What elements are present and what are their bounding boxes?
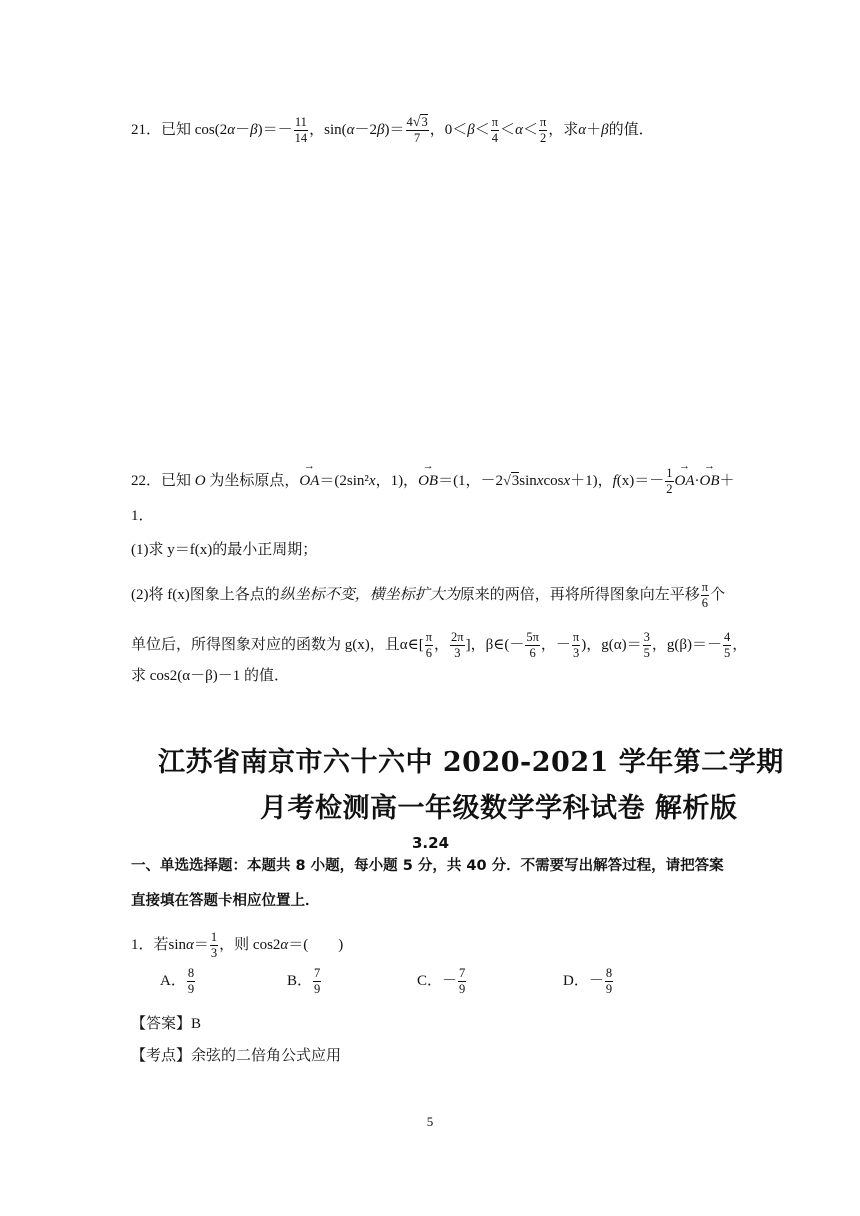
knowledge-point: 【考点】余弦的二倍角公式应用 bbox=[131, 1048, 342, 1064]
q22-line5: 求 cos2(α－β)－1 的值． bbox=[131, 668, 289, 684]
fraction: $\frac{\pi}{6}$ bbox=[701, 580, 709, 610]
q22-line2: 1． bbox=[131, 508, 154, 524]
fraction: $\frac{\pi}{3}$ bbox=[572, 630, 580, 660]
fraction: $\frac{1}{3}$ bbox=[210, 930, 218, 960]
question-21: 21．已知 cos(2α－β)＝－ $\frac{11}{14}$ ，sin(α－2β)＝ $\frac{4√3}{7}$ ，0＜β＜ $\frac{\pi}{4}$ ＜α＜ $\frac{\pi}{2}$ ，求α＋β的值． bbox=[131, 115, 654, 145]
section-heading: 一、单选选择题：本题共 8 小题，每小题 5 分，共 40 分．不需要写出解答过程，请把答案 bbox=[131, 858, 724, 874]
choice-a: A． $\frac{8}{9}$ bbox=[160, 966, 195, 996]
fraction: $\frac{4√3}{7}$ bbox=[406, 115, 428, 145]
choice-b: B． $\frac{7}{9}$ bbox=[287, 966, 321, 996]
fraction: $\frac{4}{5}$ bbox=[723, 630, 731, 660]
fraction: $\frac{11}{14}$ bbox=[294, 115, 308, 145]
sqrt-symbol: √3 bbox=[412, 115, 428, 130]
fraction: $\frac{1}{2}$ bbox=[666, 466, 673, 496]
fraction: $\frac{5\pi}{6}$ bbox=[526, 630, 539, 660]
exam-date: 3.24 bbox=[412, 834, 450, 852]
q22-line4: 单位后，所得图象对应的函数为 g(x)，且α∈[ $\frac{\pi}{6}$ ， $\frac{2\pi}{3}$ ]，β∈(－ $\frac{5\pi}{6}$ ，－ $\frac{\pi}{3}$ )，g(α)＝ $\frac{3}{5}$ ，g(β)＝－ $\frac{4}{5}$ ， bbox=[131, 630, 748, 660]
q22-number: 22． bbox=[131, 472, 162, 489]
q22-part2: (2)将 f(x)图象上各点的纵坐标不变，横坐标扩大为原来的两倍，再将所得图象向左平移 $\frac{\pi}{6}$ 个 bbox=[131, 580, 726, 610]
document-title-line1: 江苏省南京市六十六中 2020-2021 学年第二学期 bbox=[158, 747, 784, 778]
fraction: $\frac{3}{5}$ bbox=[643, 630, 650, 660]
section-heading-line2: 直接填在答题卡相应位置上． bbox=[131, 893, 320, 909]
fraction: $\frac{2\pi}{3}$ bbox=[451, 630, 464, 660]
fraction: $\frac{\pi}{2}$ bbox=[539, 115, 547, 145]
sqrt-symbol: √3 bbox=[503, 472, 520, 489]
page-number: 5 bbox=[426, 1114, 434, 1129]
q21-number: 21． bbox=[131, 121, 162, 138]
question-1: 1．若sinα＝ $\frac{1}{3}$ ，则 cos2α＝( ) bbox=[131, 930, 344, 960]
vector-ob: → OB bbox=[418, 471, 438, 491]
fraction: $\frac{\pi}{6}$ bbox=[425, 630, 433, 660]
q22-part1: (1)求 y＝f(x)的最小正周期； bbox=[131, 542, 318, 558]
choice-c: C．－ $\frac{7}{9}$ bbox=[417, 966, 466, 996]
document-title-line2: 月考检测高一年级数学学科试卷 解析版 bbox=[260, 793, 738, 824]
choice-d: D．－ $\frac{8}{9}$ bbox=[563, 966, 613, 996]
answer: 【答案】B bbox=[131, 1016, 202, 1032]
question-22: 22．已知 O 为坐标原点，→ OA＝(2sin²x，1)，→ OB＝(1，－2√3sinxcosx＋1)，f(x)＝－ $\frac{1}{2}$ → OA·→ OB＋ bbox=[131, 466, 735, 497]
fraction: $\frac{\pi}{4}$ bbox=[491, 115, 499, 145]
vector-oa: → OA bbox=[299, 471, 319, 491]
